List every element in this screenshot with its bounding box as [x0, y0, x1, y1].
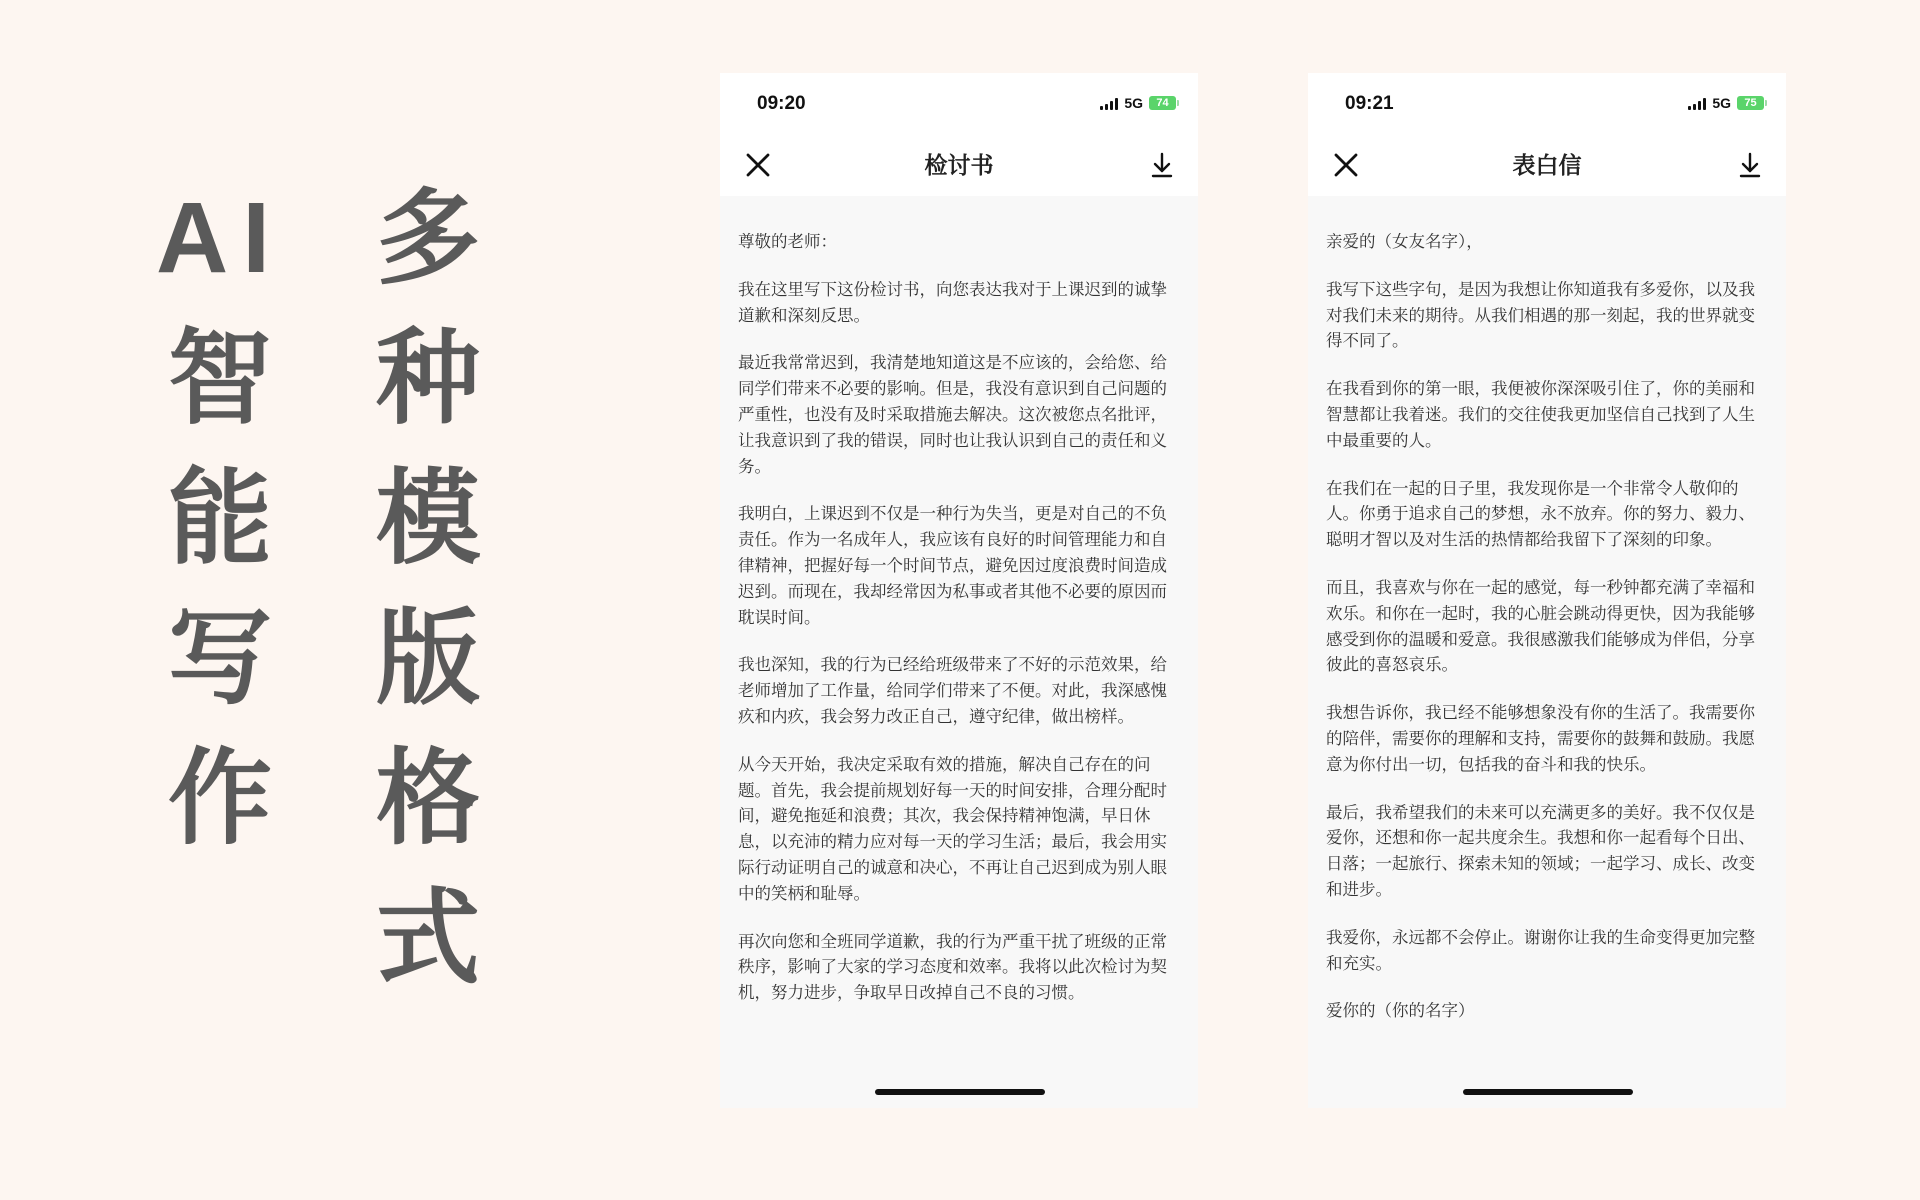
nav-bar [1308, 133, 1786, 196]
slogan-char: 模 [375, 457, 480, 579]
status-time: 09:21 [1345, 93, 1394, 114]
paragraph: 我想告诉你，我已经不能够想象没有你的生活了。我需要你的陪伴，需要你的理解和支持，需要你的鼓舞和鼓励。我愿意为你付出一切，包括我的奋斗和我的快乐。 [1326, 703, 1755, 774]
content-fade [720, 1048, 1198, 1108]
battery-icon [1737, 96, 1764, 110]
paragraph: 我写下这些字句，是因为我想让你知道我有多爱你，以及我对我们未来的期待。从我们相遇的那一刻起，我的世界就变得不同了。 [1326, 279, 1755, 351]
paragraph: 在我们在一起的日子里，我发现你是一个非常令人敬仰的人。你勇于追求自己的梦想，永不放弃。你的努力、毅力、聪明才智以及对生活的热情都给我留下了深刻的印象。 [1326, 478, 1755, 550]
paragraph: 我明白，上课迟到不仅是一种行为失当，更是对自己的不负责任。作为一名成年人，我应该有良好的时间管理能力和自律精神，把握好每一个时间节点，避免因过度浪费时间造成迟到。而现在，我却经常因为私事或者其他不必要的原因而耽误时间。 [738, 504, 1167, 627]
paragraph: 最近我常常迟到，我清楚地知道这是不应该的，会给您、给同学们带来不必要的影响。但是，我没有意识到自己问题的严重性，也没有及时采取措施去解决。这次被您点名批评，让我意识到了我的错误，同时也让我认识到自己的责任和义务。 [738, 353, 1167, 476]
status-indicators [1688, 95, 1764, 111]
slogan-char: 种 [375, 317, 480, 439]
paragraph: 我爱你，永远都不会停止。谢谢你让我的生命变得更加完整和充实。 [1326, 927, 1755, 973]
slogan-char: 式 [375, 877, 480, 999]
download-icon[interactable] [1150, 152, 1174, 178]
paragraph: 尊敬的老师： [738, 232, 837, 251]
paragraph: 从今天开始，我决定采取有效的措施，解决自己存在的问题。首先，我会提前规划好每一天的时间安排，合理分配时间，避免拖延和浪费；其次，我会保持精神饱满，早日休息，以充沛的精力应对每一天的学习生活；最后，我会用实际行动证明自己的诚意和决心，不再让自己迟到成为别人眼中的笑柄和耻辱。 [738, 754, 1167, 903]
page-title: 检讨书 [924, 153, 994, 179]
signal-icon [1688, 97, 1706, 110]
close-icon[interactable] [744, 151, 772, 179]
slogan-char: 能 [167, 457, 272, 579]
paragraph: 我在这里写下这份检讨书，向您表达我对于上课迟到的诚挚道歉和深刻反思。 [738, 279, 1167, 325]
network-type: 5G [1124, 95, 1143, 111]
slogan-column-templates [368, 168, 488, 1008]
slogan-char: 作 [167, 737, 272, 859]
home-indicator[interactable] [875, 1089, 1045, 1095]
slogan-char: 写 [167, 597, 272, 719]
slogan-char: 多 [375, 177, 480, 299]
phone-screenshot-love-letter [1308, 73, 1786, 1108]
paragraph: 在我看到你的第一眼，我便被你深深吸引住了，你的美丽和智慧都让我着迷。我们的交往使我更加坚信自己找到了人生中最重要的人。 [1326, 379, 1755, 450]
phone-screenshot-self-criticism [720, 73, 1198, 1108]
signal-icon [1100, 97, 1118, 110]
paragraph: 再次向您和全班同学道歉，我的行为严重干扰了班级的正常秩序，影响了大家的学习态度和效率。我将以此次检讨为契机，努力进步，争取早日改掉自己不良的习惯。 [738, 931, 1167, 1003]
battery-level: 75 [1744, 97, 1757, 109]
status-bar [1308, 73, 1786, 133]
paragraph: 亲爱的（女友名字）， [1326, 232, 1483, 251]
slogan-char: AI [156, 182, 284, 294]
page-title: 表白信 [1512, 153, 1582, 179]
download-icon[interactable] [1738, 152, 1762, 178]
paragraph: 爱你的（你的名字） [1326, 1001, 1475, 1021]
document-content [1326, 229, 1768, 1046]
network-type: 5G [1712, 95, 1731, 111]
paragraph: 而且，我喜欢与你在一起的感觉，每一秒钟都充满了幸福和欢乐。和你在一起时，我的心脏会跳动得更快，因为我能够感受到你的温暖和爱意。我很感激我们能够成为伴侣，分享彼此的喜怒哀乐。 [1326, 577, 1755, 675]
paragraph: 我也深知，我的行为已经给班级带来了不好的示范效果，给老师增加了工作量，给同学们带来了不便。对此，我深感愧疚和内疚，我会努力改正自己，遵守纪律，做出榜样。 [738, 655, 1167, 726]
battery-icon [1149, 96, 1176, 110]
nav-bar [720, 133, 1198, 196]
status-indicators [1100, 95, 1176, 111]
close-icon[interactable] [1332, 151, 1360, 179]
battery-level: 74 [1156, 97, 1169, 109]
home-indicator[interactable] [1463, 1089, 1633, 1095]
slogan-char: 智 [167, 317, 272, 439]
document-content [738, 229, 1180, 1028]
status-bar [720, 73, 1198, 133]
slogan-column-ai-writing [156, 168, 284, 868]
paragraph: 最后，我希望我们的未来可以充满更多的美好。我不仅仅是爱你，还想和你一起共度余生。我想和你一起看每个日出、日落；一起旅行、探索未知的领域；一起学习、成长、改变和进步。 [1326, 802, 1755, 899]
status-time: 09:20 [757, 93, 806, 114]
slogan-char: 格 [375, 737, 480, 859]
slogan-char: 版 [375, 597, 480, 719]
